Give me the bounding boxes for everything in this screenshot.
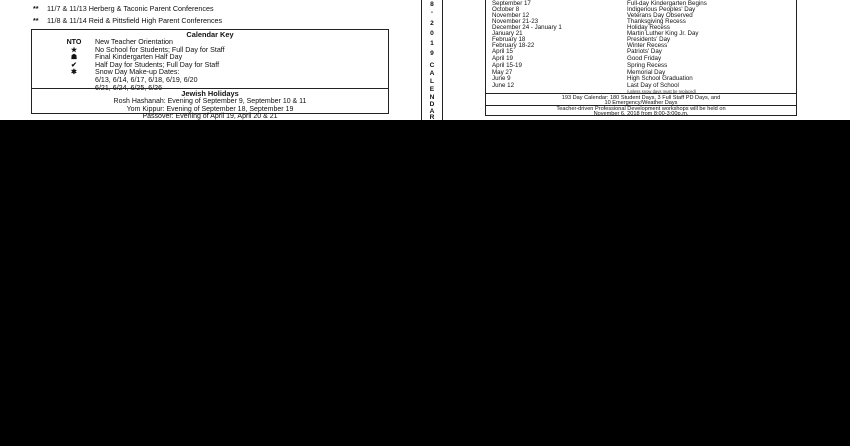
conference-text: 11/7 & 11/13 Herberg & Taconic Parent Conferences <box>47 4 214 13</box>
calendar-key-title: Calendar Key <box>186 30 234 39</box>
conference-text: 11/8 & 11/14 Reid & Pittsfield High Parent Conferences <box>47 16 223 25</box>
event-name: Full-day Kindergarten Begins <box>627 0 707 7</box>
holiday-line: Yom Kippur: Evening of September 18, September 19 <box>126 105 294 113</box>
footer-line: Teacher-driven Professional Development workshops will be held on <box>556 106 726 112</box>
jewish-holidays-section <box>32 88 388 120</box>
key-row-no-school <box>32 47 388 55</box>
event-name: Memorial Day <box>627 69 666 76</box>
event-name: Winter Recess <box>627 42 668 49</box>
event-date: June 9 <box>492 75 511 82</box>
conference-mark: ** <box>33 16 39 25</box>
event-date: February 18 <box>492 36 526 43</box>
last-day-note: (unless snow days must be replaced) <box>627 89 697 94</box>
star-icon: ★ <box>70 45 78 54</box>
event-date: April 19 <box>492 55 513 62</box>
key-row-snow-day <box>32 69 388 77</box>
event-date: May 27 <box>492 69 513 76</box>
event-name: Thanksgiving Recess <box>627 18 686 25</box>
snow-dates-text: 6/13, 6/14, 6/17, 6/18, 6/19, 6/20 <box>95 75 198 84</box>
banner-char: D <box>429 101 435 108</box>
key-text: New Teacher Orientation <box>95 38 173 46</box>
event-date: February 18-22 <box>492 42 535 49</box>
event-date: October 8 <box>492 6 520 13</box>
nto-label: NTO <box>66 38 82 46</box>
event-name: Presidents' Day <box>627 36 671 43</box>
snow-dates-text: 6/21, 6/24, 6/25, 6/26 <box>95 83 163 92</box>
event-date: September 17 <box>492 0 531 7</box>
footer-divider <box>486 93 796 94</box>
important-dates-table <box>485 0 797 116</box>
banner-char: C <box>429 62 435 69</box>
event-date: April 15-19 <box>492 62 522 69</box>
event-name: Patriots' Day <box>627 48 662 55</box>
event-date: June 12 <box>492 82 515 89</box>
vertical-calendar-banner <box>421 0 443 120</box>
jewish-holidays-title: Jewish Holidays <box>181 89 239 98</box>
holiday-line: Passover: Evening of April 19, April 20 & 21 <box>142 113 278 120</box>
banner-char: - <box>430 9 434 16</box>
event-date: April 15 <box>492 48 513 55</box>
event-name: Good Friday <box>627 55 662 62</box>
banner-char: A <box>429 108 435 115</box>
conference-mark: ** <box>33 4 39 13</box>
banner-char: L <box>429 78 435 85</box>
calendar-document <box>0 0 850 120</box>
banner-char: 0 <box>430 30 434 37</box>
checkmark-icon: ✔ <box>71 60 77 69</box>
snowflake-icon: ✱ <box>71 68 77 77</box>
footer-line: November 6, 2018 from 8:00-3:00p.m. <box>593 111 689 117</box>
calendar-left-panel <box>0 0 420 120</box>
event-date: December 24 - January 1 <box>492 24 562 31</box>
key-row-half-day <box>32 62 388 70</box>
snow-dates-line-1 <box>32 77 388 85</box>
event-date: November 12 <box>492 12 530 19</box>
black-background-area <box>0 120 850 446</box>
banner-char: R <box>429 114 435 120</box>
banner-char: 9 <box>430 50 434 57</box>
footer-line: 193 Day Calendar: 180 Student Days, 3 Full Staff PD Days, and <box>561 95 721 101</box>
event-date: November 21-23 <box>492 18 539 25</box>
holiday-line: Rosh Hashanah: Evening of September 9, September 10 & 11 <box>113 98 307 105</box>
banner-char: E <box>429 86 435 93</box>
event-name: Holiday Recess <box>627 24 670 31</box>
event-name: High School Graduation <box>627 75 693 82</box>
banner-char: A <box>429 70 435 77</box>
key-text: Half Day for Students; Full Day for Staff <box>95 60 220 69</box>
conference-note-2 <box>33 16 222 25</box>
footer-line: 10 Emergency/Weather Days <box>604 100 678 106</box>
event-name: Veterans Day Observed <box>627 12 693 19</box>
banner-char: 8 <box>430 1 434 8</box>
banner-char: 2 <box>430 20 434 27</box>
event-date: January 21 <box>492 30 523 37</box>
house-icon: ☗ <box>70 53 78 62</box>
event-name: Indigenous Peoples' Day <box>627 6 696 13</box>
key-text: Snow Day Make-up Dates: <box>95 68 180 77</box>
calendar-key-box <box>31 29 389 120</box>
conference-note-1 <box>33 4 214 13</box>
banner-char: 1 <box>430 40 434 47</box>
key-text: No School for Students; Full Day for Staff <box>95 45 225 54</box>
event-name: Spring Recess <box>627 62 668 69</box>
banner-char: N <box>429 94 435 101</box>
key-text: Final Kindergarten Half Day <box>95 53 183 62</box>
event-name: Martin Luther King Jr. Day <box>627 30 699 37</box>
event-name: Last Day of School <box>627 82 679 89</box>
